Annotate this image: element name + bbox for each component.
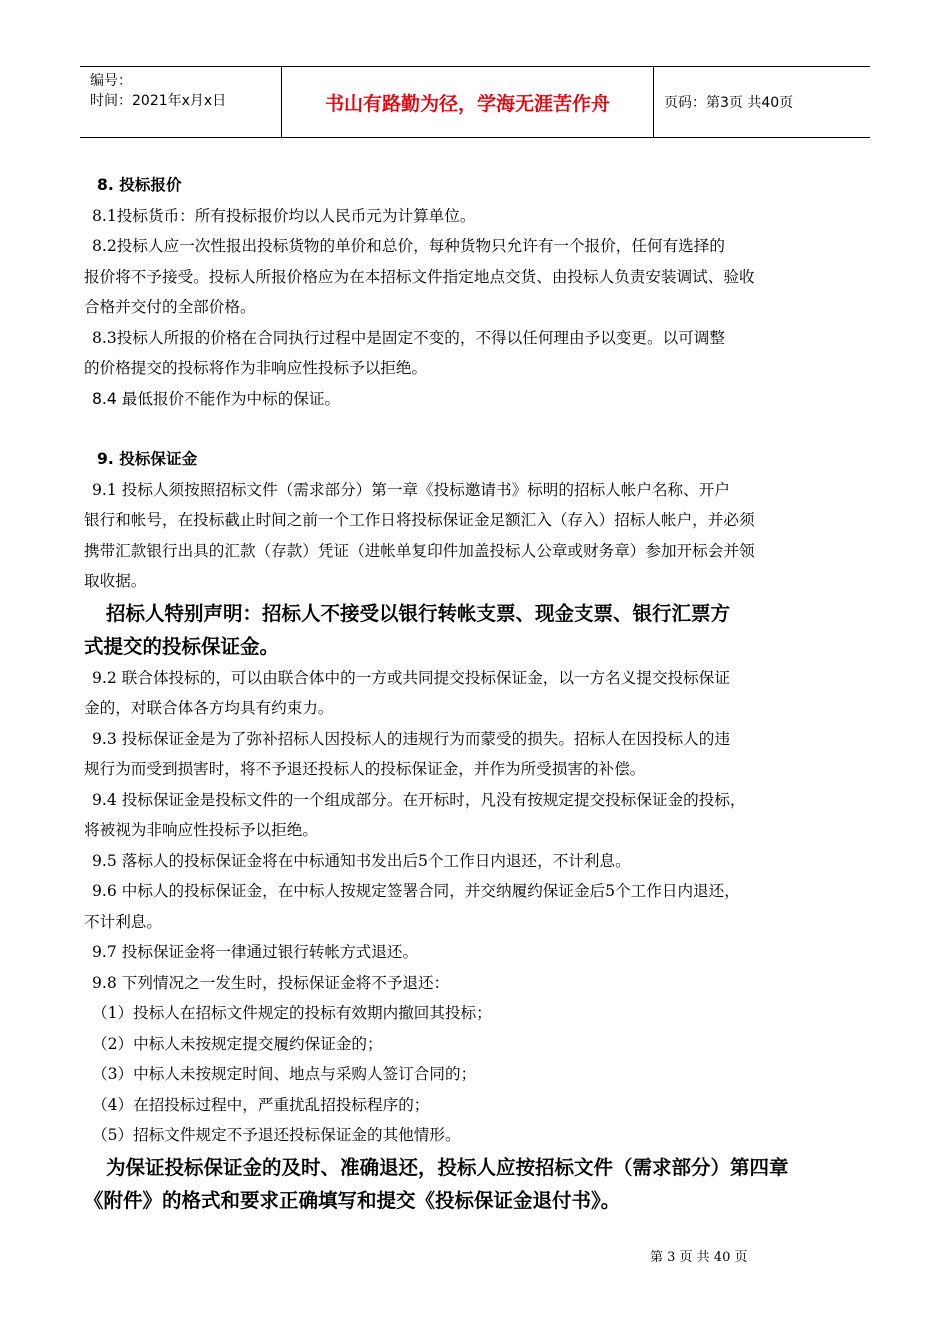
paragraph-9-1-cont: 银行和帐号，在投标截止时间之前一个工作日将投标保证金足额汇入（存入）招标人帐户，并必须 — [84, 511, 755, 529]
paragraph-8-2: 8.2投标人应一次性报出投标货物的单价和总价，每种货物只允许有一个报价，任何有选择的 — [92, 237, 725, 255]
paragraph-9-1-cont: 取收据。 — [84, 572, 147, 590]
document-body — [84, 170, 884, 1217]
header-motto: 书山有路勤为径，学海无涯苦作舟 — [282, 67, 654, 137]
paragraph-8-2-cont: 合格并交付的全部价格。 — [84, 298, 256, 316]
list-item: （2）中标人未按规定提交履约保证金的； — [92, 1034, 383, 1053]
list-item: （5）招标文件规定不予退还投标保证金的其他情形。 — [92, 1126, 461, 1144]
document-number-label: 编号： — [90, 73, 132, 89]
spacer — [84, 414, 884, 444]
special-statement-cont: 式提交的投标保证金。 — [84, 634, 280, 658]
section-heading-9: 9. 投标保证金 — [97, 450, 198, 468]
page-header — [80, 66, 870, 138]
paragraph-9-4-cont: 将被视为非响应性投标予以拒绝。 — [84, 821, 318, 839]
list-item: （3）中标人未按规定时间、地点与采购人签订合同的； — [92, 1065, 477, 1083]
list-item: （4）在招投标过程中，严重扰乱招投标程序的； — [92, 1095, 430, 1114]
paragraph-8-4: 8.4 最低报价不能作为中标的保证。 — [92, 389, 341, 408]
paragraph-8-3-cont: 的价格提交的投标将作为非响应性投标予以拒绝。 — [84, 359, 428, 377]
closing-statement: 为保证投标保证金的及时、准确退还，投标人应按招标文件（需求部分）第四章 — [106, 1155, 789, 1179]
paragraph-9-6: 9.6 中标人的投标保证金，在中标人按规定签署合同，并交纳履约保证金后5个工作日内退还， — [92, 882, 740, 900]
paragraph-9-7: 9.7 投标保证金将一律通过银行转帐方式退还。 — [92, 943, 419, 961]
paragraph-9-2: 9.2 联合体投标的，可以由联合体中的一方或共同提交投标保证金，以一方名义提交投标保证 — [92, 668, 730, 687]
paragraph-8-1: 8.1投标货币：所有投标报价均以人民币元为计算单位。 — [92, 206, 476, 225]
closing-statement-cont: 《附件》的格式和要求正确填写和提交《投标保证金退付书》。 — [84, 1188, 621, 1212]
paragraph-9-5: 9.5 落标人的投标保证金将在中标通知书发出后5个工作日内退还，不计利息。 — [92, 851, 631, 870]
paragraph-9-1-cont: 携带汇款银行出具的汇款（存款）凭证（进帐单复印件加盖投标人公章或财务章）参加开标会并领 — [84, 541, 755, 560]
list-item: （1）投标人在招标文件规定的投标有效期内撤回其投标； — [92, 1004, 492, 1022]
section-heading-8: 8. 投标报价 — [97, 176, 182, 194]
paragraph-9-8: 9.8 下列情况之一发生时，投标保证金将不予退还： — [92, 973, 450, 992]
paragraph-8-3: 8.3投标人所报的价格在合同执行过程中是固定不变的，不得以任何理由予以变更。以可调整 — [92, 328, 725, 347]
header-meta — [80, 67, 282, 137]
special-statement: 招标人特别声明：招标人不接受以银行转帐支票、现金支票、银行汇票方 — [106, 601, 731, 625]
paragraph-9-1: 9.1 投标人须按照招标文件（需求部分）第一章《投标邀请书》标明的招标人帐户名称、开户 — [92, 480, 730, 499]
document-time-label: 时间：2021年x月x日 — [90, 93, 227, 109]
paragraph-9-6-cont: 不计利息。 — [84, 912, 162, 931]
paragraph-9-3: 9.3 投标保证金是为了弥补招标人因投标人的违规行为而蒙受的损失。招标人在因投标人的违 — [92, 729, 730, 748]
paragraph-9-2-cont: 金的，对联合体各方均具有约束力。 — [84, 699, 334, 717]
page-footer: 第 3 页 共 40 页 — [650, 1250, 748, 1265]
paragraph-9-4: 9.4 投标保证金是投标文件的一个组成部分。在开标时，凡没有按规定提交投标保证金的投标， — [92, 790, 746, 809]
paragraph-8-2-cont: 报价将不予接受。投标人所报价格应为在本招标文件指定地点交货、由投标人负责安装调试、验收 — [84, 267, 755, 286]
header-page-info: 页码：第3页 共40页 — [664, 95, 794, 111]
paragraph-9-3-cont: 规行为而受到损害时，将不予退还投标人的投标保证金，并作为所受损害的补偿。 — [84, 760, 646, 778]
